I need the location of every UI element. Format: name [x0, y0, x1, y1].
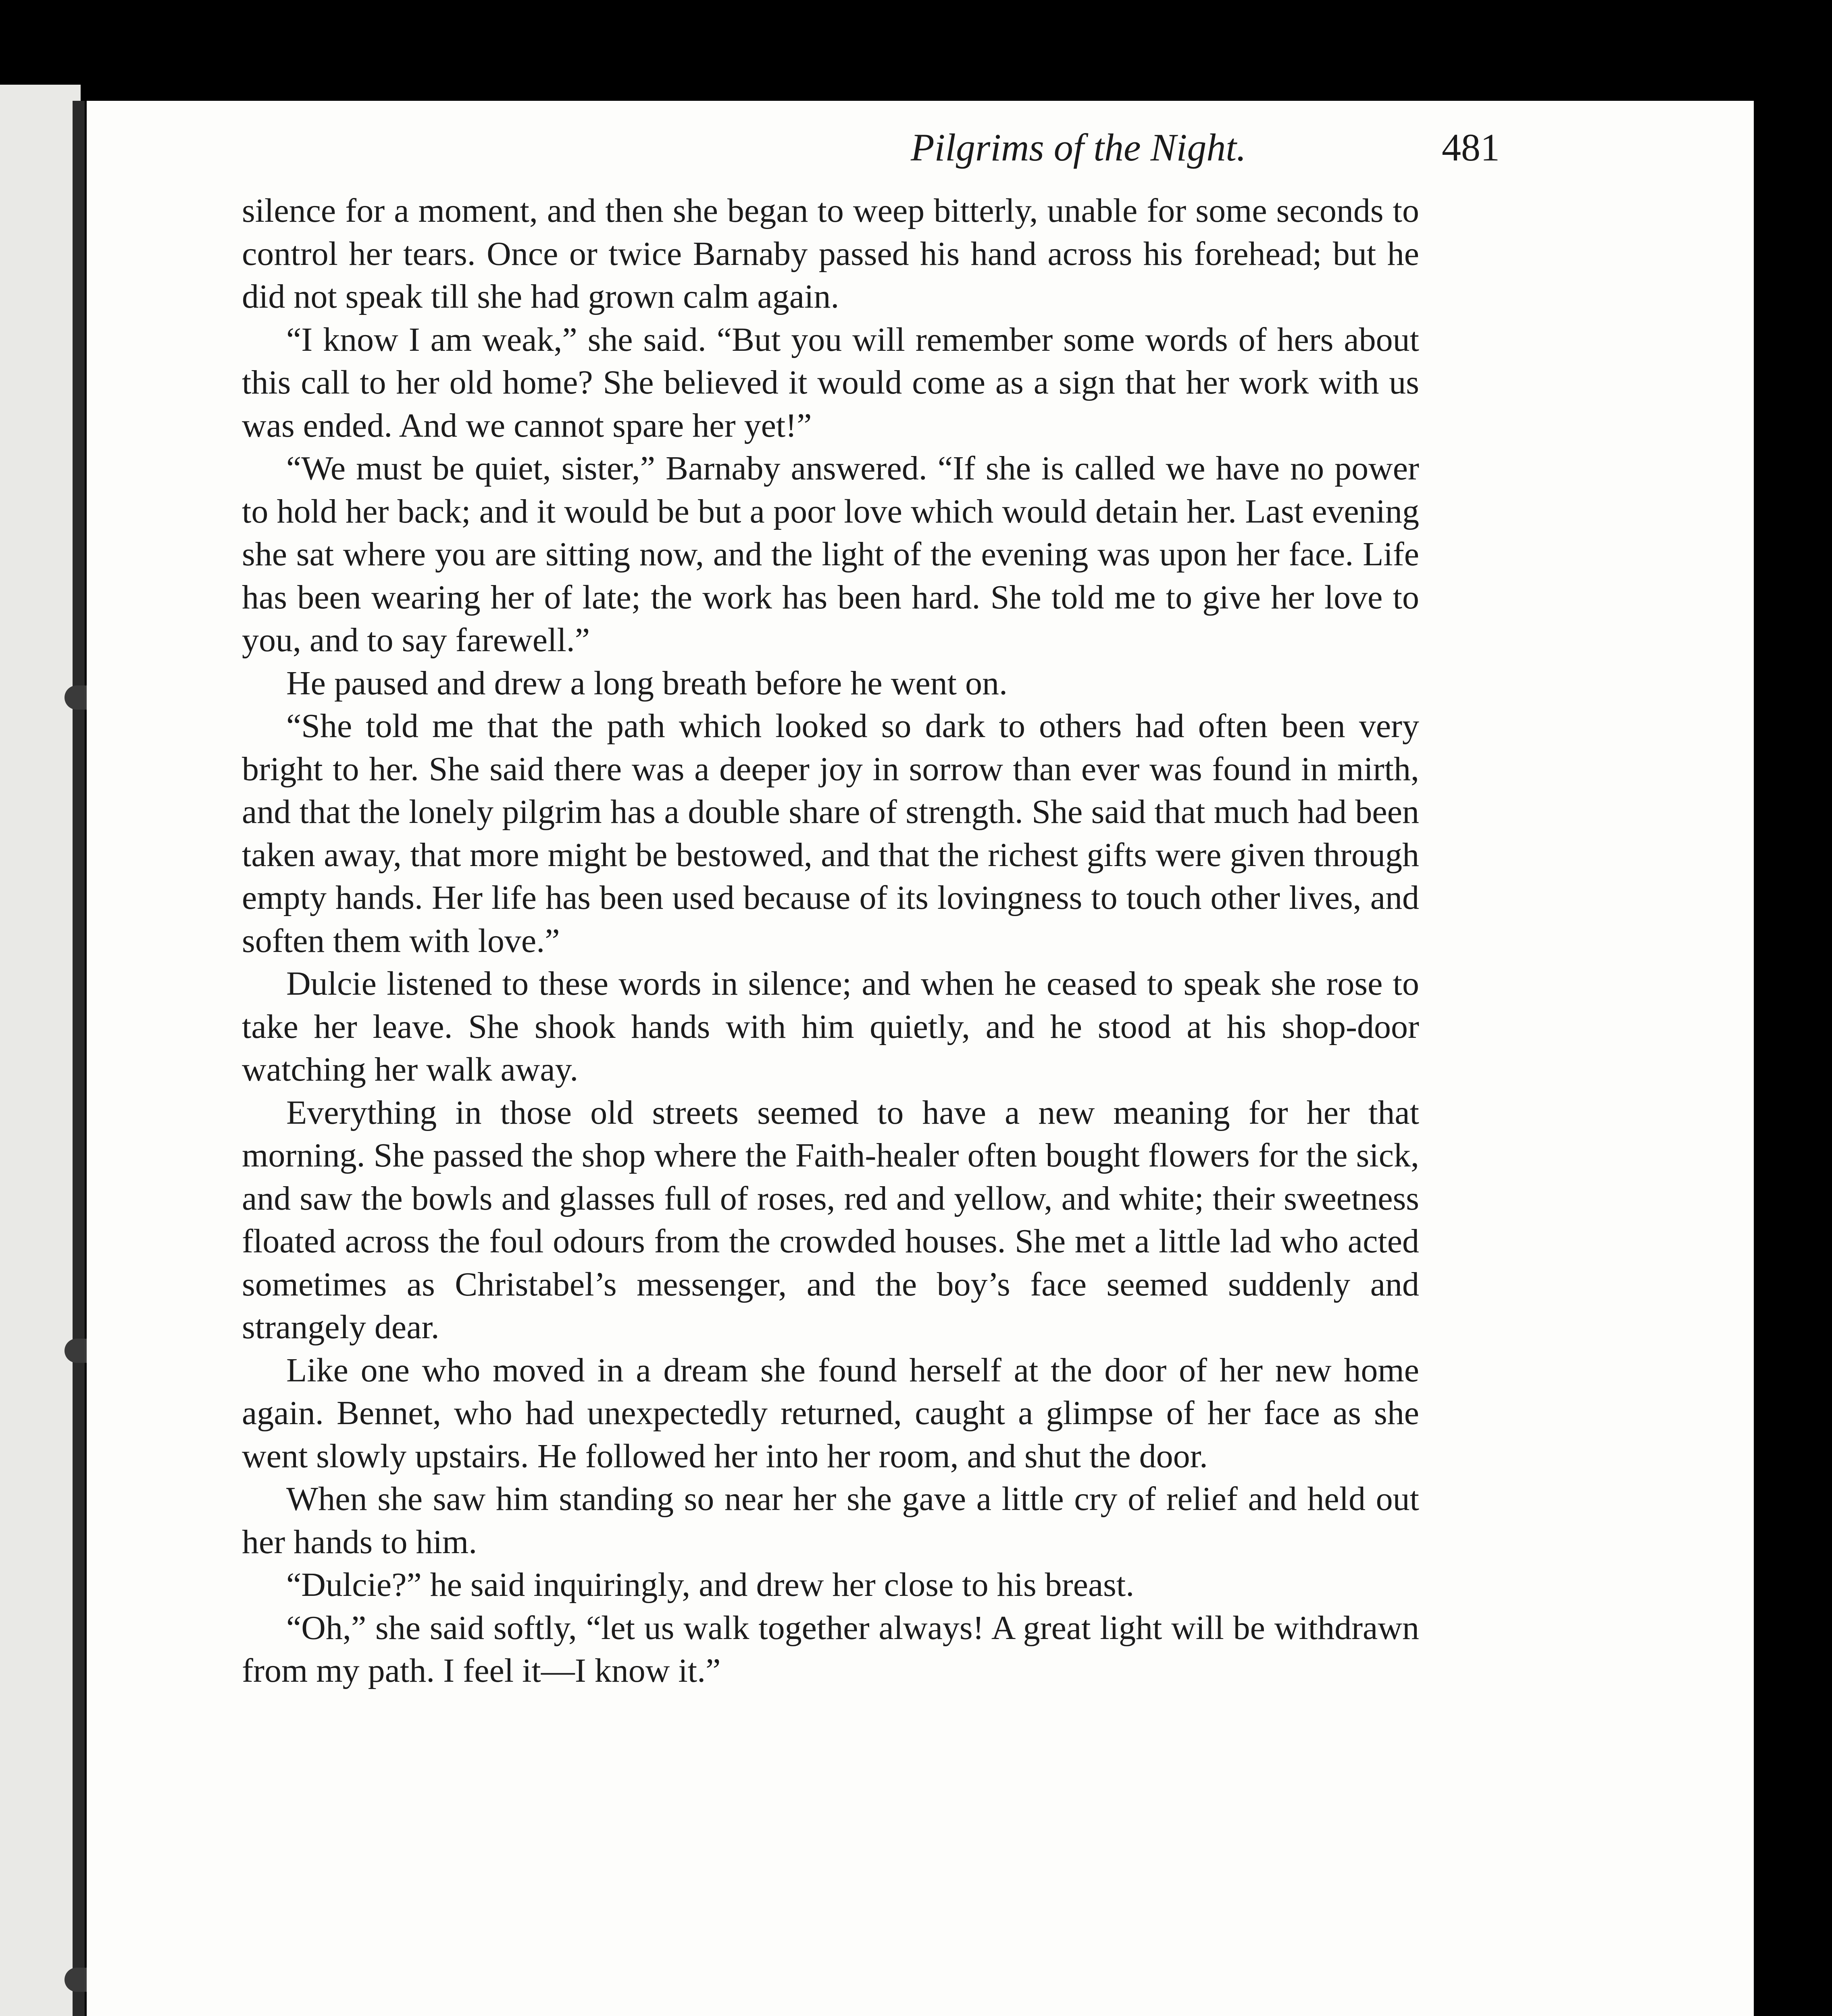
paragraph: “She told me that the path which looked so dark to others had often been very bright to her. She said there was a deeper joy in sorrow than ever was found in mirth, and that the lonely pilgrim has a double share of strength. She said that much had been taken away, that more might be bestowed, and that the richest gifts were given through empty hands. Her life has been used because of its lovingness to touch other lives, and soften them with love.”: [242, 707, 1419, 960]
paragraph: “I know I am weak,” she said. “But you will remember some words of hers about this call to her old home? She believed it would come as a sign that her work with us was ended. And we cannot spare her yet!”: [242, 321, 1419, 444]
previous-page-edge: [0, 85, 81, 2016]
page-number: 481: [1442, 126, 1500, 169]
paragraph: He paused and drew a long breath before he went on.: [286, 664, 1008, 702]
paragraph: When she saw him standing so near her she gave a little cry of relief and held out her hands to him.: [242, 1480, 1419, 1561]
paragraph: Like one who moved in a dream she found herself at the door of her new home again. Bennet, who had unexpectedly returned, caught a glimpse of her face as she went slowly upstairs. He followed her into her room, and shut the door.: [242, 1351, 1419, 1475]
book-binding: [73, 101, 85, 2016]
paragraph: “Oh,” she said softly, “let us walk together always! A great light will be withdrawn from my path. I feel it—I know it.”: [242, 1609, 1419, 1689]
paragraph: Everything in those old streets seemed to have a new meaning for her that morning. She passed the shop where the Faith-healer often bought flowers for the sick, and saw the bowls and glasses full of roses, red and yellow, and white; their sweetness floated across the foul odours from the crowded houses. She met a little lad who acted sometimes as Christabel’s messenger, and the boy’s face seemed suddenly and strangely dear.: [242, 1093, 1419, 1346]
running-title: Pilgrims of the Night.: [910, 126, 1247, 169]
body-text: [242, 190, 1419, 1693]
paragraph: “Dulcie?” he said inquiringly, and drew her close to his breast.: [286, 1566, 1135, 1604]
paragraph: “We must be quiet, sister,” Barnaby answered. “If she is called we have no power to hold her back; and it would be but a poor love which would detain her. Last evening she sat where you are sitting now, and the light of the evening was upon her face. Life has been wearing her of late; the work has been hard. She told me to give her love to you, and to say farewell.”: [242, 450, 1419, 659]
paragraph: Dulcie listened to these words in silence; and when he ceased to speak she rose to take her leave. She shook hands with him quietly, and he stood at his shop-door watching her walk away.: [242, 965, 1419, 1088]
paragraph: silence for a moment, and then she began to weep bitterly, unable for some seconds to control her tears. Once or twice Barnaby passed his hand across his forehead; but he did not speak till she had grown calm again.: [242, 192, 1419, 315]
